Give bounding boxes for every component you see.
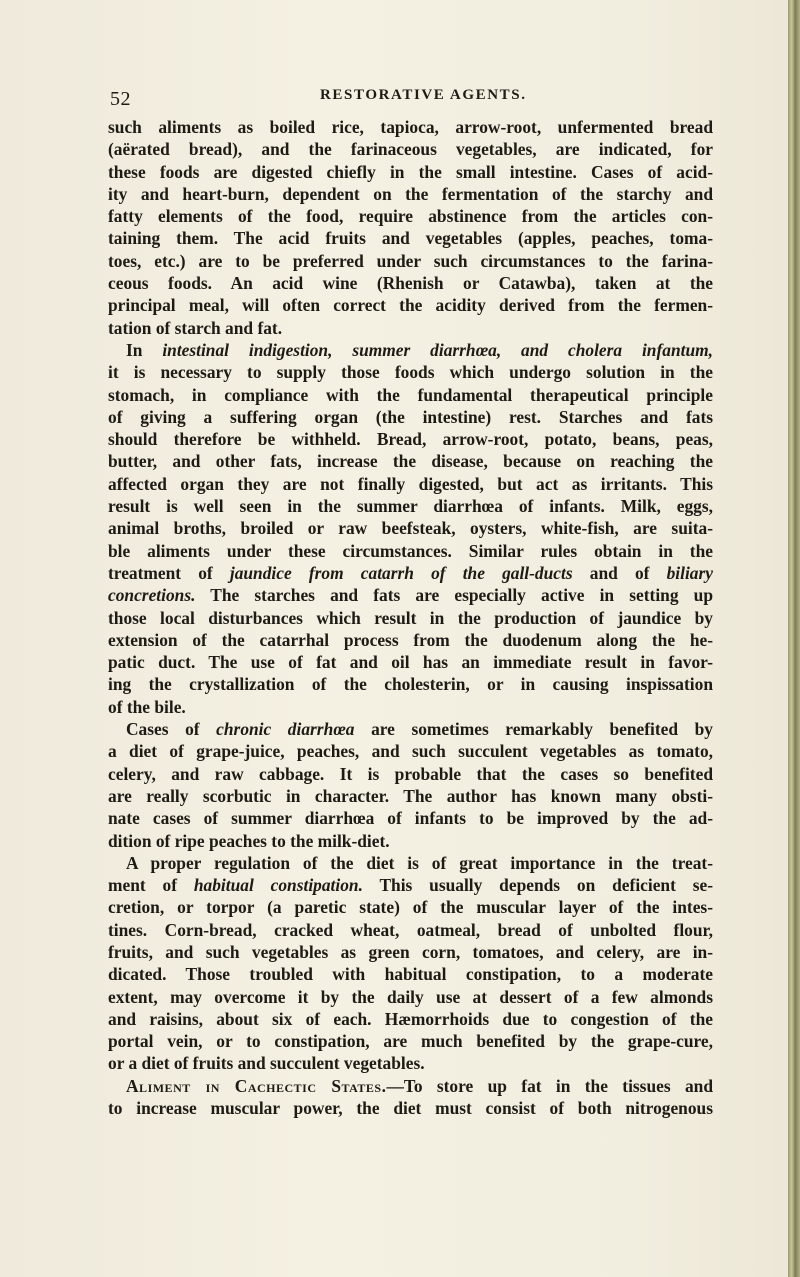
- text-line: animal broths, broiled or raw beefsteak, oysters, white-fish, are suita-: [108, 518, 713, 539]
- text-run: ment of: [108, 875, 194, 896]
- text-line: nate cases of summer diarrhœa of infants to be improved by the ad-: [108, 808, 713, 829]
- text-line: celery, and raw cabbage. It is probable that the cases so benefited: [108, 763, 713, 784]
- italic-term: concretions.: [108, 585, 196, 606]
- text-line: toes, etc.) are to be preferred under such circumstances to the farina-: [108, 250, 713, 271]
- text-line: extension of the catarrhal process from the duodenum along the he-: [108, 629, 713, 650]
- text-line: taining them. The acid fruits and vegetables (apples, peaches, toma-: [108, 228, 713, 249]
- text-line: ing the crystallization of the cholesterin, or in causing inspissation: [108, 674, 713, 695]
- text-line: (aërated bread), and the farinaceous vegetables, are indicated, for: [108, 139, 713, 160]
- text-line: stomach, in compliance with the fundamental therapeutical principle: [108, 384, 713, 405]
- text-line: to increase muscular power, the diet must consist of both nitrogenous: [108, 1098, 713, 1119]
- text-line: [108, 1075, 713, 1097]
- text-line: dicated. Those troubled with habitual constipation, to a moderate: [108, 964, 713, 985]
- text-line: butter, and other fats, increase the disease, because on reaching the: [108, 451, 713, 472]
- page-number: 52: [110, 88, 131, 110]
- text-line: ceous foods. An acid wine (Rhenish or Catawba), taken at the: [108, 273, 713, 294]
- text-line: these foods are digested chiefly in the small intestine. Cases of acid-: [108, 161, 713, 182]
- italic-term: intestinal indigestion, summer diarrhœa, and cholera infantum,: [162, 339, 713, 360]
- text-line: [108, 339, 713, 361]
- text-line: ity and heart-burn, dependent on the fermentation of the starchy and: [108, 183, 713, 204]
- text-run: are sometimes remarkably benefited by: [354, 719, 713, 740]
- text-line: of the bile.: [108, 696, 186, 717]
- text-line: tines. Corn-bread, cracked wheat, oatmeal, bread of unbolted flour,: [108, 919, 713, 940]
- text-line: result is well seen in the summer diarrhœa of infants. Milk, eggs,: [108, 496, 713, 517]
- text-run: —To store up fat in the tissues and: [386, 1075, 713, 1096]
- text-run: This usually depends on deficient se-: [362, 875, 714, 896]
- text-run: Cases of: [126, 719, 217, 740]
- text-line: patic duct. The use of fat and oil has an immediate result in favor-: [108, 652, 713, 673]
- italic-term: biliary: [666, 562, 713, 583]
- text-line: of giving a suffering organ (the intestine) rest. Starches and fats: [108, 406, 713, 427]
- text-line: [108, 584, 713, 606]
- page-header: [110, 84, 710, 110]
- text-run: treatment of: [108, 562, 230, 583]
- text-line: cretion, or torpor (a paretic state) of the muscular layer of the intes-: [108, 897, 713, 918]
- text-line: portal vein, or to constipation, are much benefited by the grape-cure,: [108, 1031, 713, 1052]
- text-line: [108, 718, 713, 740]
- text-run: and of: [572, 562, 667, 583]
- text-run: The starches and fats are especially active in setting up: [195, 585, 713, 606]
- italic-term: chronic diarrhœa: [216, 719, 355, 740]
- text-line: extent, may overcome it by the daily use at dessert of a few almonds: [108, 986, 713, 1007]
- text-line: such aliments as boiled rice, tapioca, arrow-root, unfermented bread: [108, 117, 713, 137]
- text-line: tation of starch and fat.: [108, 317, 283, 338]
- text-line: or a diet of fruits and succulent vegetables.: [108, 1053, 425, 1074]
- section-heading: Aliment in Cachectic States.: [126, 1075, 387, 1096]
- text-run: In: [126, 339, 163, 360]
- text-line: are really scorbutic in character. The author has known many obsti-: [108, 785, 713, 806]
- text-line: ble aliments under these circumstances. Similar rules obtain in the: [108, 540, 713, 561]
- body-text: [108, 116, 713, 1119]
- text-line: affected organ they are not finally digested, but act as irritants. This: [108, 473, 713, 494]
- text-line: fruits, and such vegetables as green corn, tomatoes, and celery, are in-: [108, 941, 713, 962]
- text-line: dition of ripe peaches to the milk-diet.: [108, 830, 390, 851]
- text-line: a diet of grape-juice, peaches, and such succulent vegetables as tomato,: [108, 741, 713, 762]
- text-line: those local disturbances which result in the production of jaundice by: [108, 607, 713, 628]
- text-line: fatty elements of the food, require abstinence from the articles con-: [108, 206, 713, 227]
- text-line: should therefore be withheld. Bread, arrow-root, potato, beans, peas,: [108, 429, 713, 450]
- text-line: and raisins, about six of each. Hæmorrhoids due to congestion of the: [108, 1008, 713, 1029]
- italic-term: habitual constipation.: [193, 875, 363, 896]
- text-line: A proper regulation of the diet is of great importance in the treat-: [126, 852, 713, 873]
- page-edge: [788, 0, 800, 1277]
- text-line: principal meal, will often correct the acidity derived from the fermen-: [108, 295, 713, 316]
- italic-term: jaundice from catarrh of the gall-ducts: [229, 562, 573, 583]
- text-line: [108, 562, 713, 584]
- text-line: it is necessary to supply those foods which undergo solution in the: [108, 362, 713, 383]
- running-head: RESTORATIVE AGENTS.: [320, 87, 527, 103]
- text-line: [108, 874, 713, 896]
